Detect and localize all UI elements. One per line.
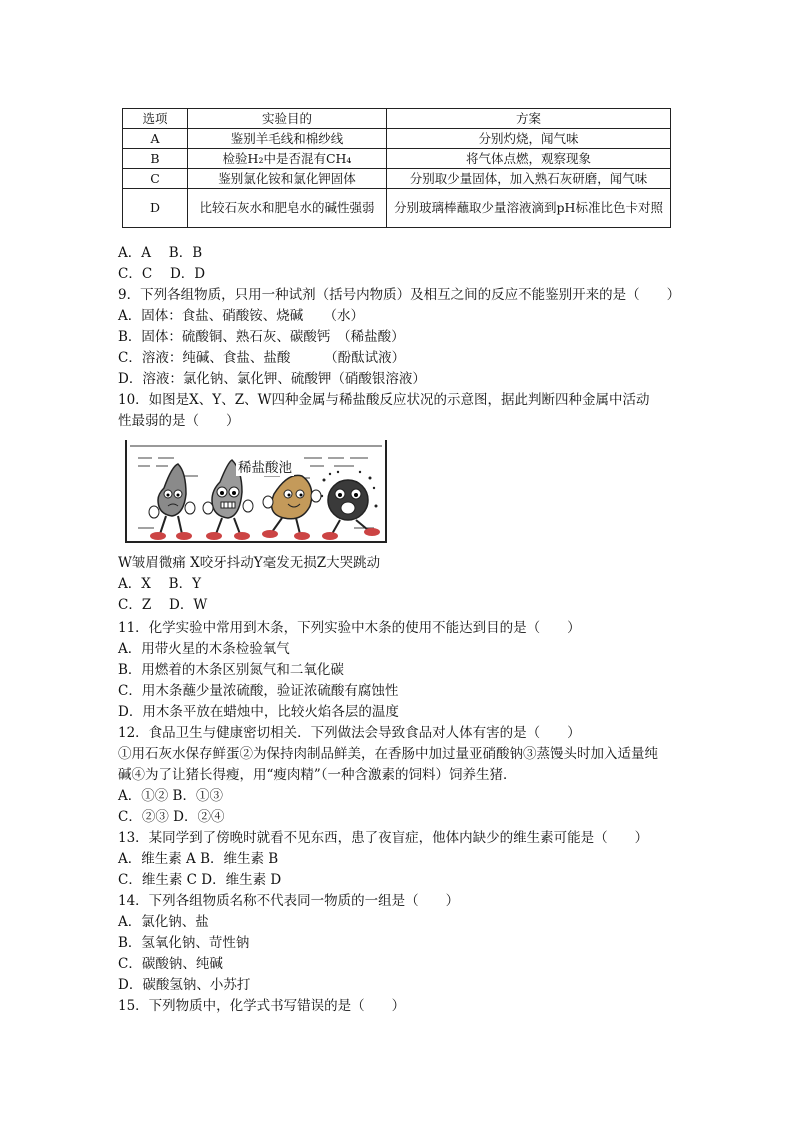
q11-stem: 11．化学实验中常用到木条，下列实验中木条的使用不能达到目的是（ ） [118, 620, 581, 636]
table-row [123, 169, 671, 189]
q11-option-d: D．用木条平放在蜡烛中，比较火焰各层的温度 [118, 704, 399, 720]
table-cell: 检验H₂中是否混有CH₄ [188, 149, 387, 169]
metal-w-figure [149, 464, 195, 540]
table-cell: 分别取少量固体，加入熟石灰研磨，闻气味 [387, 169, 671, 189]
q14-option-b: B．氢氧化钠、苛性钠 [118, 935, 250, 951]
table-header: 方案 [387, 109, 671, 129]
q10-options-ab: A．X B．Y [118, 576, 201, 592]
q8-options-cd: C．C D．D [118, 266, 206, 282]
table-cell: 鉴别氯化铵和氯化钾固体 [188, 169, 387, 189]
q10-caption: W皱眉微痛 X咬牙抖动Y毫发无损Z大哭跳动 [118, 555, 381, 571]
q13-options-cd: C．维生素 C D．维生素 D [118, 872, 282, 888]
q8-options-ab: A．A B．B [118, 245, 203, 261]
q14-stem: 14．下列各组物质名称不代表同一物质的一组是（ ） [118, 893, 460, 909]
q11-option-b: B．用燃着的木条区别氮气和二氧化碳 [118, 662, 344, 678]
table-cell: 将气体点燃，观察现象 [387, 149, 671, 169]
q12-stem: 12．食品卫生与健康密切相关．下列做法会导致食品对人体有害的是（ ） [118, 725, 581, 741]
q14-option-d: D．碳酸氢钠、小苏打 [118, 977, 251, 993]
table-cell: 分别灼烧，闻气味 [387, 129, 671, 149]
table-cell: C [123, 169, 188, 189]
q11-option-c: C．用木条蘸少量浓硫酸，验证浓硫酸有腐蚀性 [118, 683, 399, 699]
table-row [123, 129, 671, 149]
q9-option-b: B．固体：硫酸铜、熟石灰、碳酸钙 （稀盐酸） [118, 329, 405, 345]
q11-option-a: A．用带火星的木条检验氧气 [118, 641, 290, 657]
table-header-row [123, 109, 671, 129]
metal-reaction-illustration [124, 436, 388, 546]
table-row [123, 189, 671, 228]
pool-label: 稀盐酸池 [236, 456, 294, 476]
table-header: 选项 [123, 109, 188, 129]
table-cell: D [123, 189, 188, 228]
table-cell: A [123, 129, 188, 149]
beaker-drawing [124, 436, 388, 546]
q14-option-a: A．氯化钠、盐 [118, 914, 209, 930]
q12-options-ab: A．①② B．①③ [118, 788, 223, 804]
q9-option-d: D．溶液：氯化钠、氯化钾、硫酸钾（硝酸银溶液） [118, 371, 426, 387]
q10-stem-line1: 10．如图是X、Y、Z、W四种金属与稀盐酸反应状况的示意图，据此判断四种金属中活动 [118, 392, 650, 408]
table-cell: 分别玻璃棒蘸取少量溶液滴到pH标准比色卡对照 [387, 189, 671, 228]
table-cell: 鉴别羊毛线和棉纱线 [188, 129, 387, 149]
table-cell: 比较石灰水和肥皂水的碱性强弱 [188, 189, 387, 228]
q14-option-c: C．碳酸钠、纯碱 [118, 956, 223, 972]
metal-y-figure [262, 475, 321, 540]
q13-options-ab: A．维生素 A B．维生素 B [118, 851, 279, 867]
q9-option-a: A．固体：食盐、硝酸铵、烧碱 （水） [118, 308, 364, 324]
q9-stem: 9．下列各组物质，只用一种试剂（括号内物质）及相互之间的反应不能鉴别开来的是（ ） [118, 287, 681, 303]
experiment-table [122, 108, 671, 228]
table-header: 实验目的 [188, 109, 387, 129]
q12-options-cd: C．②③ D．②④ [118, 809, 225, 825]
q10-stem-line2: 性最弱的是（ ） [118, 413, 240, 429]
q12-body-line2: 碱④为了让猪长得瘦，用“瘦肉精”（一种含激素的饲料）饲养生猪． [118, 767, 517, 783]
metal-z-figure [321, 471, 380, 540]
q10-options-cd: C．Z D．W [118, 597, 208, 613]
q13-stem: 13．某同学到了傍晚时就看不见东西，患了夜盲症，他体内缺少的维生素可能是（ ） [118, 830, 649, 846]
q12-body-line1: ①用石灰水保存鲜蛋②为保持肉制品鲜美，在香肠中加过量亚硝酸钠③蒸馒头时加入适量纯 [118, 746, 658, 762]
q15-stem: 15．下列物质中，化学式书写错误的是（ ） [118, 998, 406, 1014]
table-cell: B [123, 149, 188, 169]
q9-option-c: C．溶液：纯碱、食盐、盐酸 （酚酞试液） [118, 350, 406, 366]
table-row [123, 149, 671, 169]
